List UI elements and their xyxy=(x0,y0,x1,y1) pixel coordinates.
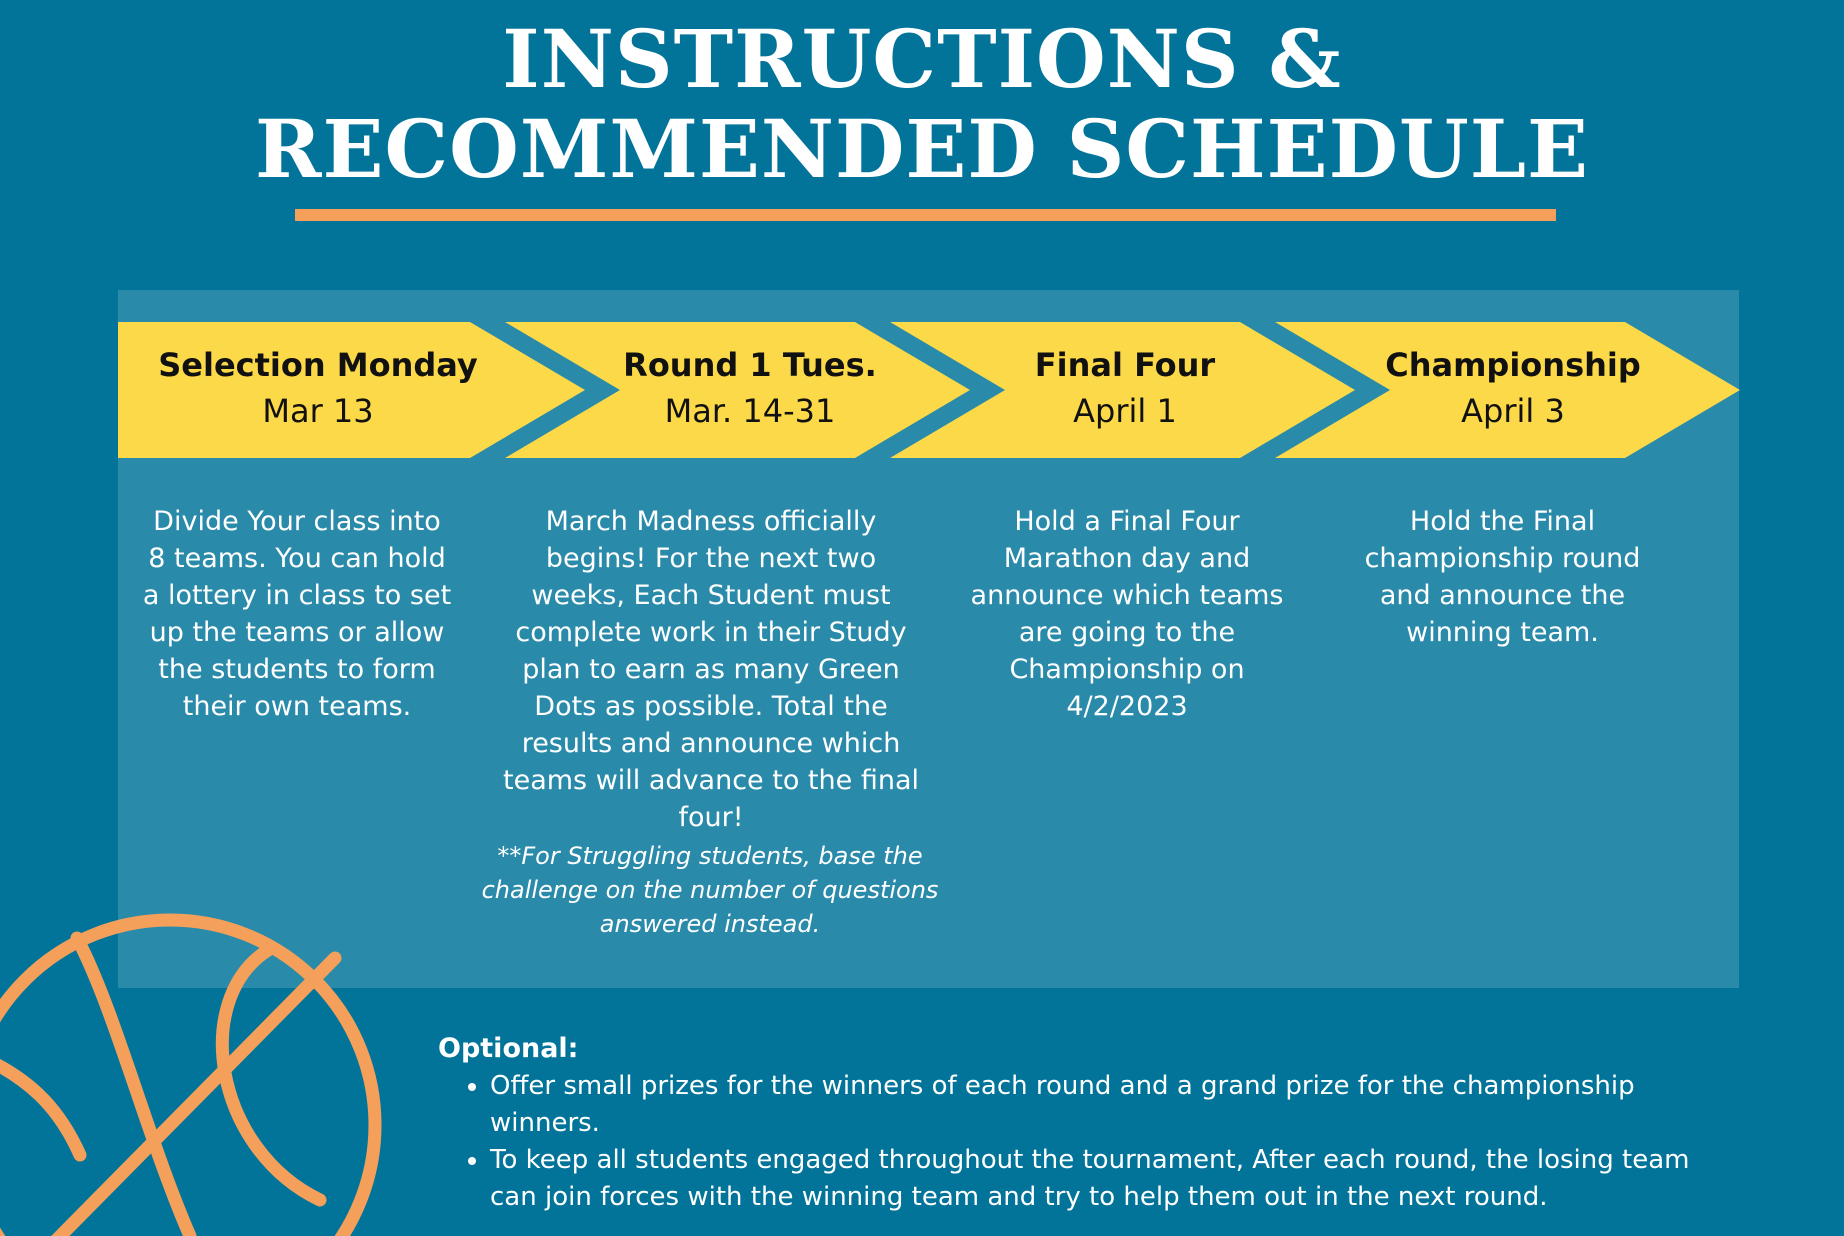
description-selection-monday: Divide Your class into 8 teams. You can hold a lottery in class to set up the teams or allow the students to form their own teams. xyxy=(142,506,452,722)
stage-name: Round 1 Tues. xyxy=(623,346,877,384)
description-round-1: March Madness officially begins! For the next two weeks, Each Student must complete work in their Study plan to earn as many Green Dots as possible. Total the results and announce which teams will advance to the final four! xyxy=(503,506,919,833)
optional-section xyxy=(438,1030,1738,1216)
optional-item: • To keep all students engaged throughout the tournament, After each round, the losing team can join forces with the winning team and try to help them out in the next round. xyxy=(490,1142,1738,1216)
stage-date: Mar. 14-31 xyxy=(664,392,836,430)
stage-name: Championship xyxy=(1385,346,1641,384)
optional-item: • Offer small prizes for the winners of each round and a grand prize for the championship winners. xyxy=(490,1068,1738,1142)
struggling-students-note: **For Struggling students, base the challenge on the number of questions answered instead. xyxy=(481,842,939,938)
description-final-four: Hold a Final Four Marathon day and announce which teams are going to the Championship on 4/2/2023 xyxy=(970,506,1284,722)
stage-date: Mar 13 xyxy=(262,392,374,430)
title-line-2: RECOMMENDED SCHEDULE xyxy=(255,102,1589,196)
title-line-1: INSTRUCTIONS & xyxy=(502,12,1342,106)
optional-list xyxy=(438,1068,1738,1216)
stage-date: April 1 xyxy=(1073,392,1177,430)
optional-heading: Optional: xyxy=(438,1033,579,1064)
stage-name: Final Four xyxy=(1034,346,1216,384)
stage-name: Selection Monday xyxy=(158,346,478,384)
description-championship: Hold the Final championship round and announce the winning team. xyxy=(1364,506,1641,648)
stage-date: April 3 xyxy=(1461,392,1565,430)
